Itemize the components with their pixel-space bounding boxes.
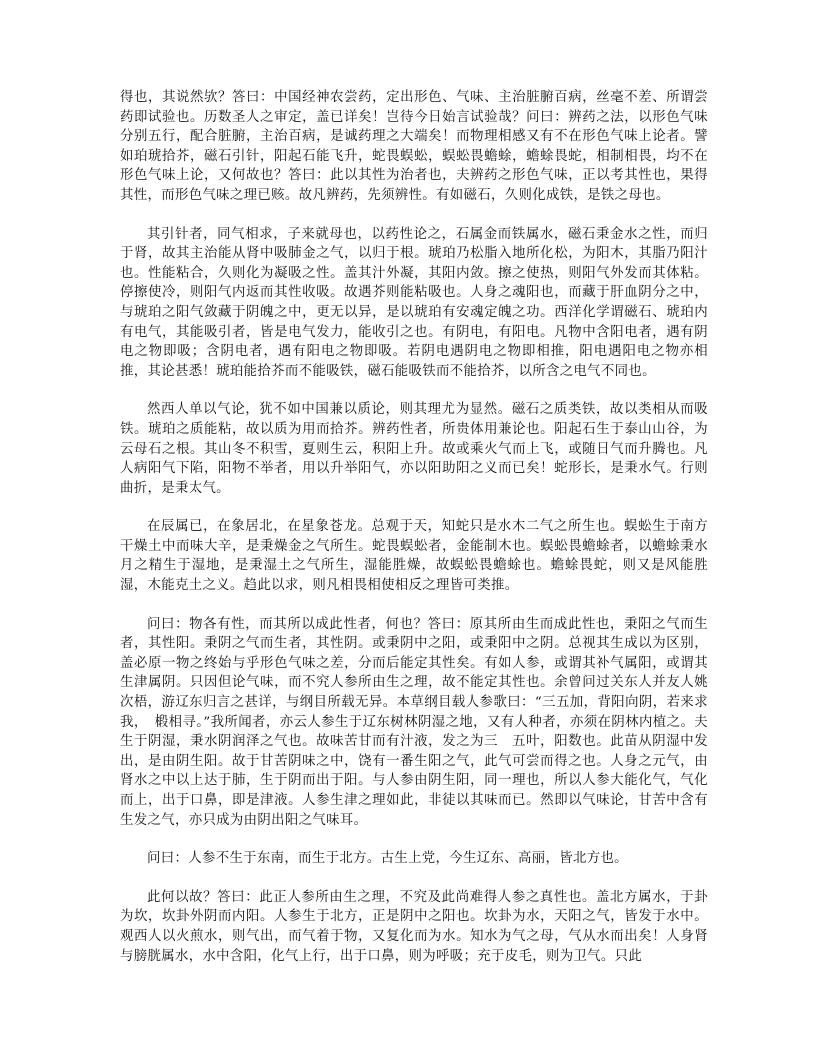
paragraph-1: 得也，其说然欤？答曰：中国经神农尝药，定出形色、气味、主治脏腑百病，丝毫不差、所谓尝药即试验也。历数圣人之审定，盖已详矣！岂待今日始言试验哉？问曰：辨药之法，以形色气味分别五行，配合脏腑，主治百病，是诚药理之大端矣！而物理相感又有不在形色气味上论者。譬如珀琥拾芥，磁石引针，阳起石能飞升，蛇畏蜈蚣，蜈蚣畏蟾蜍，蟾蜍畏蛇，相制相畏，均不在形色气味上论，又何故也？答曰：此以其性为治者也，夫辨药之形色气味，正以考其性也，果得其性，而形色气味之理已赅。故凡辨药，先须辨性。有如磁石，久则化成铁，是铁之母也。	[120, 90, 708, 203]
paragraph-3: 然西人单以气论，犹不如中国兼以质论，则其理尤为显然。磁石之质类铁，故以类相从而吸铁。琥珀之质能粘，故以质为用而拾芥。辨药性者，所贵体用兼论也。阳起石生于泰山山谷，为云母石之根。其山冬不积雪，夏则生云，积阳上升。故或乘火气而上飞，或随日气而升腾也。凡人病阳气下陷，阳物不举者，用以升举阳气，亦以阳助阳之义而已矣！蛇形长，是秉水气。行则曲折，是秉太气。	[120, 402, 708, 496]
paragraph-4: 在辰属已，在象居北，在星象苍龙。总观于天，知蛇只是水木二气之所生也。蜈蚣生于南方干燥土中而味大辛，是秉燥金之气所生。蛇畏蜈蚣者，金能制木也。蜈蚣畏蟾蜍者，以蟾蜍秉水月之精生于湿地，是秉湿土之气所生，湿能胜燥，故蜈蚣畏蟾蜍也。蟾蜍畏蛇，则又是风能胜湿，木能克土之义。趋此以求，则凡相畏相使相反之理皆可类推。	[120, 519, 708, 594]
paragraph-5: 问曰：物各有性，而其所以成此性者，何也？答曰：原其所由生而成此性也，秉阳之气而生者，其性阳。秉阴之气而生者，其性阴。或秉阴中之阳，或秉阳中之阴。总视其生成以为区别，盖必原一物之终始与乎形色气味之差，分而后能定其性矣。有如人参，或谓其补气属阳，或谓其生津属阴。只因但论气味，而不究人参所由生之理，故不能定其性也。余曾问过关东人并友人姚次梧，游辽东归言之甚详，与纲目所载无异。本草纲目载人参歌曰：“三五加，背阳向阴，若来求我， 椴相寻。”我所闻者，亦云人参生于辽东树林阴湿之地，又有人种者，亦须在阴林内植之。夫生于阴湿，秉水阴润泽之气也。故味苦甘而有汁液，发之为三 五叶，阳数也。此苗从阴湿中发出，是由阴生阳。故于甘苦阴味之中，饶有一番生阳之气，此气可尝而得之也。人身之元气，由肾水之中以上达于肺，生于阴而出于阳。与人参由阴生阳，同一理也，所以人参大能化气，气化而上，出于口鼻，即是津液。人参生津之理如此，非徒以其味而已。然即以气味论，甘苦中含有生发之气，亦只成为由阴出阳之气味耳。	[120, 616, 708, 828]
paragraph-2: 其引针者，同气相求，子来就母也，以药性论之，石属金而铁属水，磁石秉金水之性，而归于肾，故其主治能从肾中吸肺金之气，以归于根。琥珀乃松脂入地所化松，为阳木，其脂乃阳汁也。性能粘合，久则化为凝吸之性。盖其汁外凝，其阳内敛。擦之使热，则阳气外发而其体粘。停擦使冷，则阳气内返而其性收吸。故遇芥则能粘吸也。人身之魂阳也，而藏于肝血阴分之中，与琥珀之阳气敛藏于阴魄之中，更无以异，是以琥珀有安魂定魄之功。西洋化学谓磁石、琥珀内有电气，其能吸引者，皆是电气发力，能收引之也。有阴电，有阳电。凡物中含阳电者，遇有阴电之物即吸；含阴电者，遇有阳电之物即吸。若阴电遇阴电之物即相推，阳电遇阳电之物亦相推，其论甚悉！琥珀能拾芥而不能吸铁，磁石能吸铁而不能拾芥，以所含之电气不同也。	[120, 226, 708, 379]
paragraph-6: 问曰：人参不生于东南，而生于北方。古生上党，今生辽东、高丽，皆北方也。	[147, 851, 628, 867]
document-page	[120, 88, 708, 966]
paragraph-7: 此何以故？答曰：此正人参所由生之理，不究及此尚难得人参之真性也。盖北方属水，于卦为坎，坎卦外阴而内阳。人参生于北方，正是阴中之阳也。坎卦为水，天阳之气，皆发于水中。观西人以火煎水，则气出，而气着于物，又复化而为水。知水为气之母，气从水而出矣！人身肾与膀胱属水，水中含阳，化气上行，出于口鼻，则为呼吸；充于皮毛，则为卫气。只此	[120, 889, 708, 964]
